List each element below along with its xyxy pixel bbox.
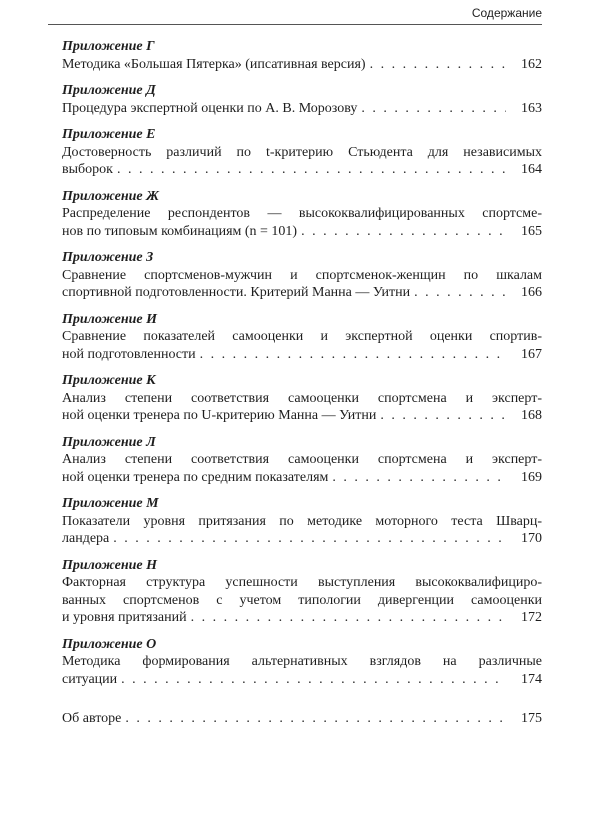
entry-title-line: ванных спортсменов с учетом типологии дивергенции самооценки bbox=[62, 592, 542, 608]
appendix-label: Приложение Г bbox=[62, 39, 155, 54]
page-number: 175 bbox=[521, 711, 542, 726]
entry-title-line: Показатели уровня притязания по методике моторного теста Шварц- bbox=[62, 513, 542, 529]
page-number: 170 bbox=[521, 531, 542, 546]
leader-dots bbox=[361, 100, 506, 118]
toc-entry[interactable] bbox=[62, 636, 542, 689]
appendix-label: Приложение Е bbox=[62, 127, 156, 142]
page-number: 164 bbox=[521, 162, 542, 177]
entry-title-line: ландера bbox=[62, 531, 110, 546]
toc-entry[interactable] bbox=[62, 434, 542, 487]
appendix-label: Приложение Д bbox=[62, 83, 156, 98]
toc-entry[interactable] bbox=[62, 249, 542, 302]
table-of-contents bbox=[62, 38, 542, 737]
leader-dots bbox=[117, 161, 506, 179]
leader-dots bbox=[380, 407, 506, 425]
page-number: 167 bbox=[521, 346, 542, 362]
leader-dots bbox=[121, 671, 506, 689]
leader-dots bbox=[200, 346, 506, 364]
leader-dots bbox=[332, 469, 506, 487]
toc-entry[interactable] bbox=[62, 495, 542, 548]
leader-dots bbox=[125, 710, 506, 728]
toc-entry-about[interactable] bbox=[62, 710, 542, 728]
entry-title-line: Методика «Большая Пятерка» (ипсативная версия) bbox=[62, 56, 366, 72]
leader-dots bbox=[191, 609, 506, 627]
page-number: 168 bbox=[521, 408, 542, 423]
page-number: 165 bbox=[521, 223, 542, 239]
entry-title-line: ситуации bbox=[62, 671, 118, 687]
appendix-label: Приложение Ж bbox=[62, 188, 159, 204]
entry-title-line: ной оценки тренера по средним показателям bbox=[62, 469, 329, 485]
entry-title-line: выборок bbox=[62, 162, 113, 177]
entry-title-line: Распределение респондентов — высококвалифицированных спортсме- bbox=[62, 206, 542, 221]
page-number: 174 bbox=[521, 671, 542, 687]
header-rule bbox=[48, 24, 542, 25]
appendix-label: Приложение Н bbox=[62, 557, 158, 573]
entry-title-line: ной подготовленности bbox=[62, 346, 196, 362]
appendix-label: Приложение И bbox=[62, 311, 158, 327]
page-number: 163 bbox=[521, 100, 542, 116]
appendix-label: Приложение М bbox=[62, 496, 159, 511]
page-number: 172 bbox=[521, 610, 542, 625]
leader-dots bbox=[414, 284, 506, 302]
leader-dots bbox=[301, 223, 506, 241]
entry-title-line: нов по типовым комбинациям (n = 101) bbox=[62, 223, 298, 239]
toc-entry[interactable] bbox=[62, 82, 542, 117]
appendix-label: Приложение К bbox=[62, 373, 156, 388]
entry-title-line: Анализ степени соответствия самооценки спортсмена и эксперт- bbox=[62, 390, 542, 406]
appendix-label: Приложение О bbox=[62, 636, 157, 652]
appendix-label: Приложение З bbox=[62, 250, 154, 265]
toc-entry[interactable] bbox=[62, 126, 542, 179]
running-header: Содержание bbox=[471, 6, 542, 20]
toc-entry[interactable] bbox=[62, 372, 542, 425]
entry-title-line: ной оценки тренера по U-критерию Манна — Уитни bbox=[62, 408, 377, 423]
page-number: 166 bbox=[521, 285, 542, 300]
toc-entry[interactable] bbox=[62, 311, 542, 364]
entry-title-line: Сравнение показателей самооценки и экспертной оценки спортив- bbox=[62, 329, 542, 344]
entry-title-line: и уровня притязаний bbox=[62, 610, 187, 625]
toc-entry[interactable] bbox=[62, 38, 542, 73]
page-number: 162 bbox=[521, 56, 542, 72]
appendix-label: Приложение Л bbox=[62, 434, 156, 450]
entry-title-line: Методика формирования альтернативных взглядов на различные bbox=[62, 654, 542, 669]
entry-title-line: Процедура экспертной оценки по А. В. Морозову bbox=[62, 100, 358, 116]
page-number: 169 bbox=[521, 469, 542, 485]
entry-title-line: Достоверность различий по t-критерию Стьюдента для независимых bbox=[62, 144, 542, 160]
leader-dots bbox=[370, 56, 506, 74]
entry-title-line: Сравнение спортсменов-мужчин и спортсменок-женщин по шкалам bbox=[62, 267, 542, 283]
toc-entry[interactable] bbox=[62, 188, 542, 241]
entry-title-line: Факторная структура успешности выступления высококвалифициро- bbox=[62, 575, 542, 590]
entry-title-line: Анализ степени соответствия самооценки спортсмена и эксперт- bbox=[62, 452, 542, 467]
entry-title-line: Об авторе bbox=[62, 711, 122, 726]
toc-entry[interactable] bbox=[62, 557, 542, 627]
leader-dots bbox=[113, 530, 506, 548]
entry-title-line: спортивной подготовленности. Критерий Манна — Уитни bbox=[62, 285, 411, 300]
